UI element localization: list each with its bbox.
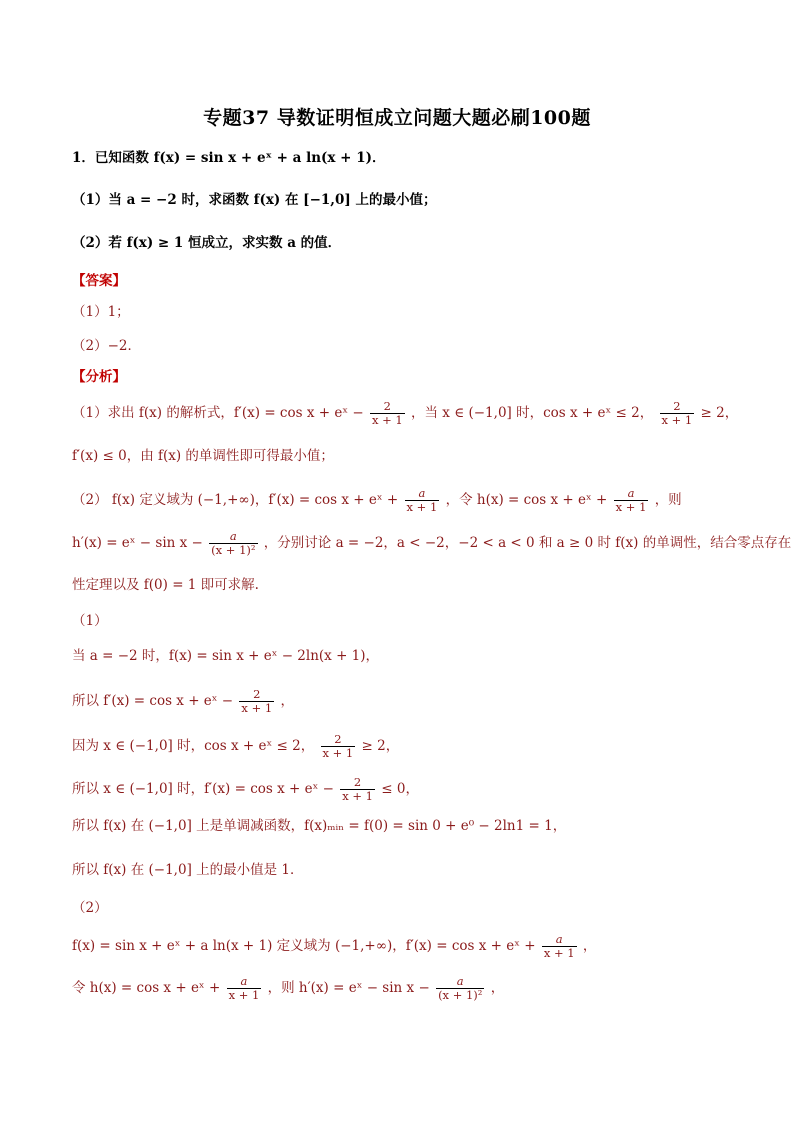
fraction: $\frac{a}{\text{(x + 1)²}}$ <box>438 974 483 1002</box>
solution-2-line-1: f(x) = sin x + eˣ + a ln(x + 1) 定义域为 (−1,+∞)，f′(x) = cos x + eˣ + $\frac{a}{x + 1}$ ， <box>72 932 597 960</box>
fraction: $\frac{a}{x + 1}$ <box>228 974 260 1002</box>
fraction: $\frac{2}{x + 1}$ <box>241 687 273 715</box>
analysis-line-2: f′(x) ≤ 0，由 f(x) 的单调性即可得最小值； <box>72 448 334 464</box>
fraction: $\frac{2}{x + 1}$ <box>322 732 354 760</box>
solution-1-line-1: 当 a = −2 时，f(x) = sin x + eˣ − 2ln(x + 1)， <box>72 648 380 664</box>
solution-1-line-6: 所以 f(x) 在 (−1,0] 上的最小值是 1． <box>72 862 304 878</box>
fraction: $\frac{2}{x + 1}$ <box>661 399 693 427</box>
solution-1-label: （1） <box>72 613 108 629</box>
answer-2: （2）−2． <box>72 338 141 354</box>
analysis-line-3: （2） f(x) 定义域为 (−1,+∞)，f′(x) = cos x + eˣ + $\frac{a}{x + 1}$ ，令 h(x) = cos x + eˣ + $\frac{a}{x + 1}$ ，则 <box>72 486 682 514</box>
fraction: $\frac{2}{x + 1}$ <box>371 399 403 427</box>
analysis-line-1: （1）求出 f(x) 的解析式，f′(x) = cos x + eˣ − $\frac{2}{x + 1}$ ，当 x ∈ (−1,0] 时，cos x + eˣ ≤ 2， $\frac{2}{x + 1}$ ≥ 2， <box>72 399 739 427</box>
solution-2-label: （2） <box>72 900 108 916</box>
question-2: （2）若 f(x) ≥ 1 恒成立，求实数 a 的值． <box>72 235 342 251</box>
analysis-tag: 【分析】 <box>72 369 126 385</box>
solution-1-line-2: 所以 f′(x) = cos x + eˣ − $\frac{2}{x + 1}$ ， <box>72 687 294 715</box>
analysis-line-5: 性定理以及 f(0) = 1 即可求解. <box>72 577 259 593</box>
solution-1-line-3: 因为 x ∈ (−1,0] 时，cos x + eˣ ≤ 2， $\frac{2}{x + 1}$ ≥ 2， <box>72 732 400 760</box>
fraction: $\frac{a}{x + 1}$ <box>543 932 575 960</box>
solution-1-line-5: 所以 f(x) 在 (−1,0] 上是单调减函数，f(x)ₘᵢₙ = f(0) = sin 0 + e⁰ − 2ln1 = 1， <box>72 818 567 834</box>
fraction: $\frac{a}{\text{(x + 1)²}}$ <box>211 529 256 557</box>
answer-1: （1）1； <box>72 304 130 320</box>
answer-tag: 【答案】 <box>72 273 126 289</box>
fraction: $\frac{2}{x + 1}$ <box>342 775 373 803</box>
page-title: 专题37 导数证明恒成立问题大题必刷100题 <box>203 107 591 129</box>
analysis-line-4: h′(x) = eˣ − sin x − $\frac{a}{\text{(x + 1)²}}$ ，分别讨论 a = −2，a < −2，−2 < a < 0 和 a ≥ 0 时 f(x) 的单调性，结合零点存在 <box>72 529 792 557</box>
fraction: $\frac{a}{x + 1}$ <box>615 486 647 514</box>
question-1: （1）当 a = −2 时，求函数 f(x) 在 [−1,0] 上的最小值； <box>72 192 437 208</box>
fraction: $\frac{a}{x + 1}$ <box>406 486 438 514</box>
solution-1-line-4: 所以 x ∈ (−1,0] 时，f′(x) = cos x + eˣ − $\frac{2}{x + 1}$ ≤ 0， <box>72 775 419 803</box>
solution-2-line-2: 令 h(x) = cos x + eˣ + $\frac{a}{x + 1}$ ，则 h′(x) = eˣ − sin x − $\frac{a}{\text{(x + 1)²}}$ ， <box>72 974 505 1002</box>
problem-stem: 1．已知函数 f(x) = sin x + eˣ + a ln(x + 1)． <box>72 150 386 166</box>
